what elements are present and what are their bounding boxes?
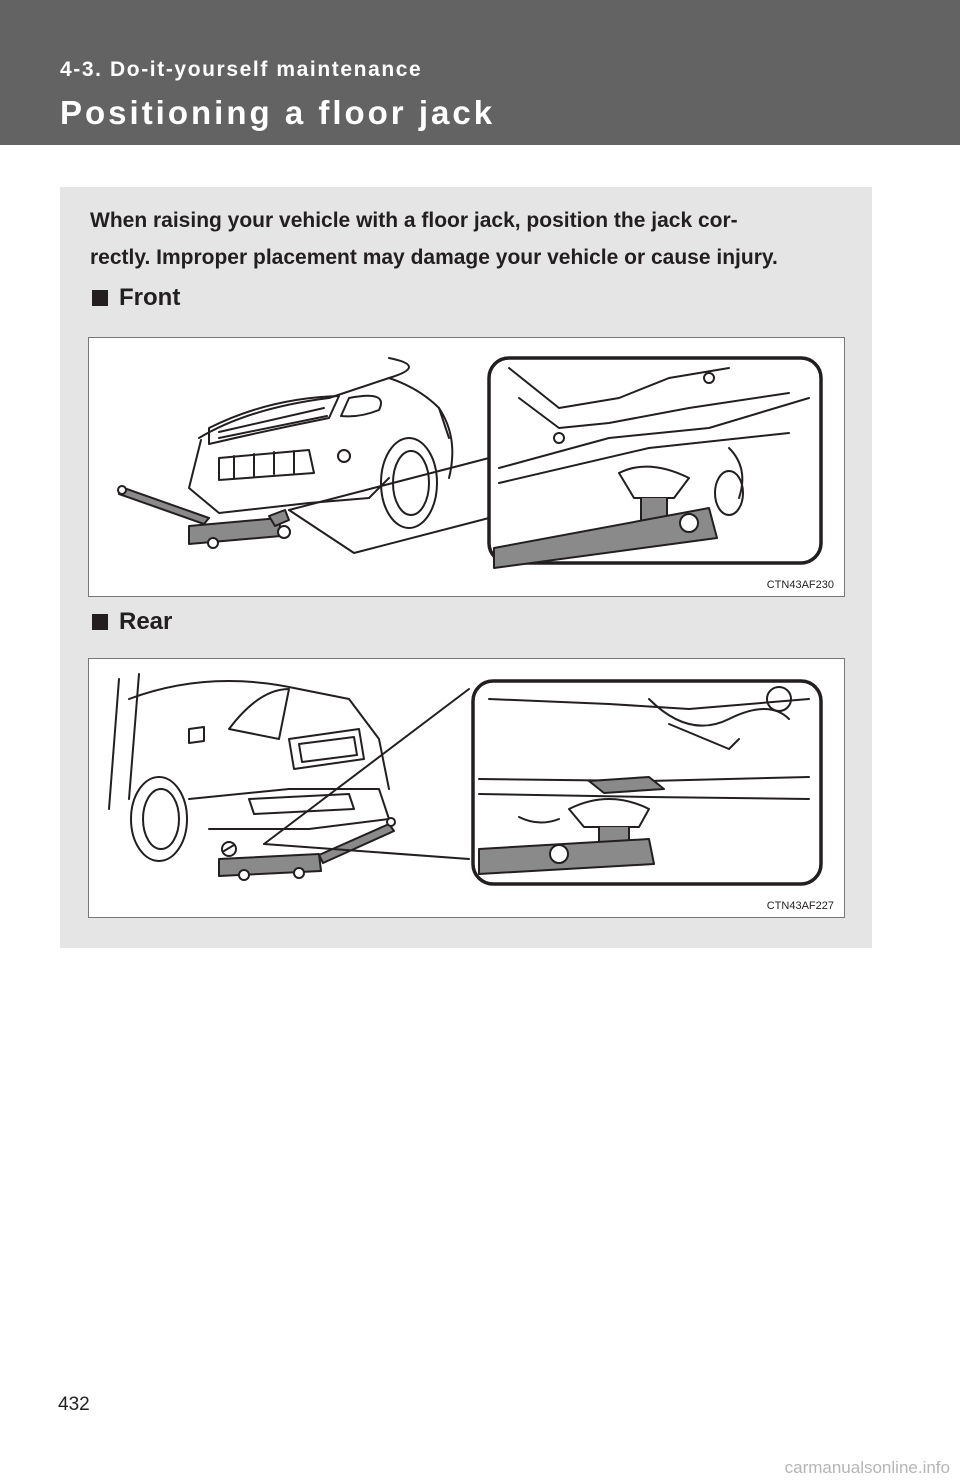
front-jack-illustration [89,338,845,597]
header-bar [0,0,960,145]
square-bullet-icon [92,614,108,630]
page-title: Positioning a floor jack [60,94,496,131]
figure-code-front: CTN43AF230 [766,579,834,591]
intro-text [90,202,837,276]
figure-rear-jack [88,658,845,918]
rear-jack-illustration [89,659,845,918]
intro-line-2: rectly. Improper placement may damage your vehicle or cause injury. [90,246,778,269]
watermark: carmanualsonline.info [784,1458,950,1477]
subheading-rear [90,608,172,636]
page-number: 432 [58,1394,90,1415]
section-label: 4-3. Do-it-yourself maintenance [60,58,423,81]
intro-line-1: When raising your vehicle with a floor jack, position the jack cor- [90,209,738,232]
subheading-front [90,284,180,312]
square-bullet-icon [92,290,108,306]
subheading-rear-label: Rear [119,608,173,635]
subheading-front-label: Front [119,284,181,311]
figure-code-rear: CTN43AF227 [766,900,834,912]
figure-front-jack [88,337,845,597]
